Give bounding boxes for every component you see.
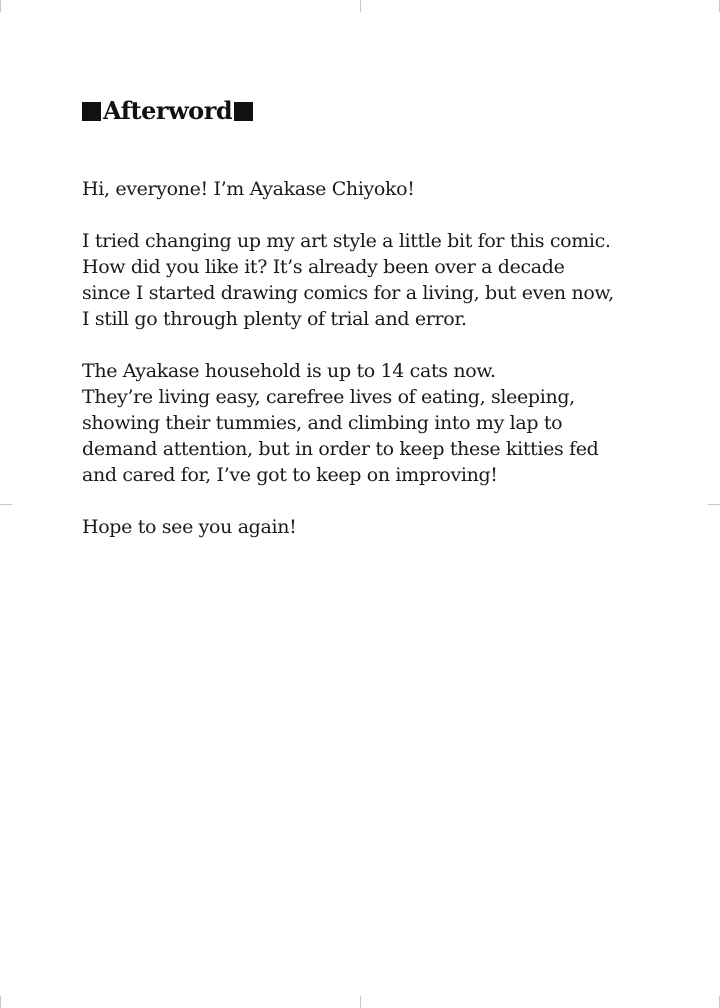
- text-line: They’re living easy, carefree lives of eating, sleeping,: [82, 386, 575, 408]
- crop-mark-middle-left: [0, 504, 12, 505]
- crop-mark-bottom-center: [360, 996, 361, 1008]
- crop-mark-corner-bl: [0, 996, 1, 1008]
- text-line: How did you like it? It’s already been over a decade: [82, 256, 565, 278]
- crop-mark-middle-right: [708, 504, 720, 505]
- afterword-body: [82, 176, 692, 566]
- afterword-title-text: Afterword: [103, 96, 233, 125]
- paragraph-greeting: [82, 176, 692, 202]
- black-square-icon: [82, 102, 101, 121]
- text-line: I tried changing up my art style a little bit for this comic.: [82, 230, 611, 252]
- text-line: I still go through plenty of trial and error.: [82, 308, 467, 330]
- afterword-title: [82, 96, 253, 126]
- text-line: demand attention, but in order to keep these kitties fed: [82, 438, 599, 460]
- text-line: Hi, everyone! I’m Ayakase Chiyoko!: [82, 178, 415, 200]
- paragraph-cats: [82, 358, 692, 488]
- text-line: since I started drawing comics for a living, but even now,: [82, 282, 614, 304]
- crop-mark-corner-tl: [0, 0, 1, 12]
- paragraph-art-style: [82, 228, 692, 332]
- crop-mark-top-left: [360, 0, 361, 12]
- text-line: and cared for, I’ve got to keep on improving!: [82, 464, 498, 486]
- black-square-icon: [234, 102, 253, 121]
- text-line: The Ayakase household is up to 14 cats now.: [82, 360, 496, 382]
- text-line: showing their tummies, and climbing into my lap to: [82, 412, 563, 434]
- paragraph-closing: [82, 514, 692, 540]
- text-line: Hope to see you again!: [82, 516, 297, 538]
